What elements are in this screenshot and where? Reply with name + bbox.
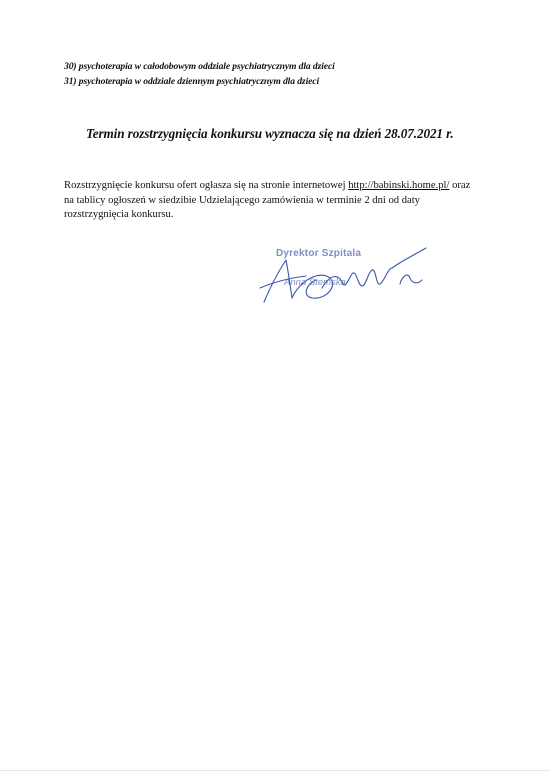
announcement-line-3: rozstrzygnięcia konkursu.: [64, 209, 174, 220]
announcement-line-1: [64, 179, 484, 194]
announcement-text: oraz: [449, 180, 471, 191]
announcement-text: Rozstrzygnięcie konkursu ofert ogłasza się na stronie internetowej: [64, 180, 349, 191]
list-item: 31) psychoterapia w oddziale dziennym psychiatrycznym dla dzieci: [64, 76, 320, 87]
deadline-statement: Termin rozstrzygnięcia konkursu wyznacza się na dzień 28.07.2021 r.: [86, 126, 454, 141]
website-link[interactable]: http://babinski.home.pl/: [348, 180, 450, 191]
stamp-title: Dyrektor Szpitala: [276, 248, 362, 259]
handwritten-signature: [250, 240, 450, 310]
page-bottom-edge: [0, 770, 550, 771]
director-stamp: [250, 240, 450, 310]
announcement-line-2: na tablicy ogłoszeń w siedzibie Udzielającego zamówienia w terminie 2 dni od daty: [64, 194, 420, 206]
stamp-name: Anna Stemska: [284, 277, 346, 288]
list-item: 30) psychoterapia w całodobowym oddziale psychiatrycznym dla dzieci: [64, 61, 335, 72]
announcement-paragraph: [64, 179, 484, 223]
